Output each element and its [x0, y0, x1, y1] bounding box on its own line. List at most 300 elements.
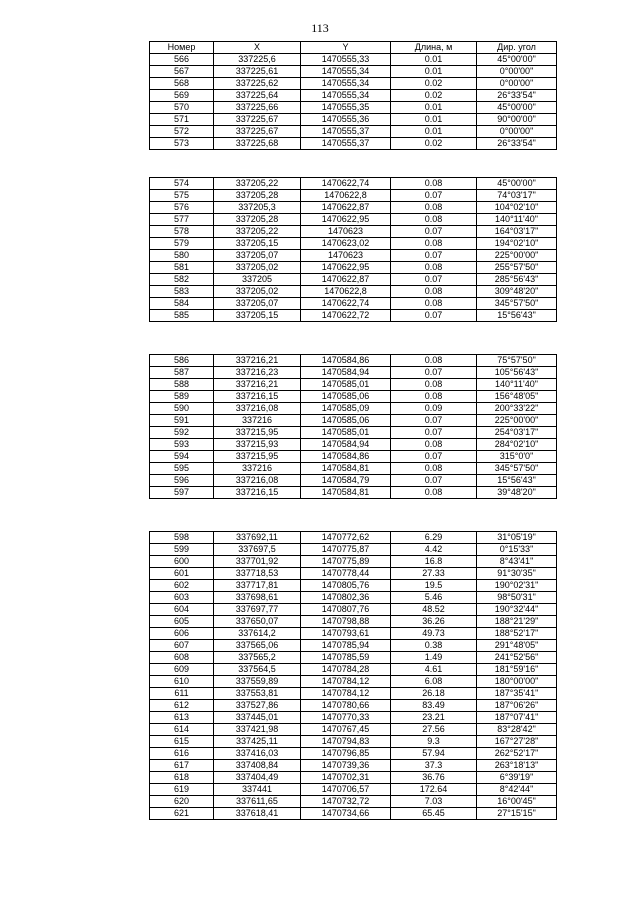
point-number-cell: 583: [150, 286, 214, 298]
y-coordinate-cell: 1470555,37: [301, 138, 391, 150]
point-number-cell: 606: [150, 628, 214, 640]
direction-angle-cell: 187°07'41": [477, 712, 557, 724]
direction-angle-cell: 140°11'40": [477, 214, 557, 226]
length-cell: 0.08: [391, 214, 477, 226]
x-coordinate-cell: 337697,5: [214, 544, 301, 556]
point-number-cell: 595: [150, 463, 214, 475]
table-row: [150, 451, 557, 463]
y-coordinate-cell: 1470584,79: [301, 475, 391, 487]
y-coordinate-cell: 1470770,33: [301, 712, 391, 724]
table-row: [150, 676, 557, 688]
length-cell: 0.08: [391, 262, 477, 274]
y-coordinate-cell: 1470772,62: [301, 532, 391, 544]
table-header-row: [150, 42, 557, 54]
x-coordinate-cell: 337216: [214, 415, 301, 427]
table-row: [150, 796, 557, 808]
y-coordinate-cell: 1470775,87: [301, 544, 391, 556]
y-coordinate-cell: 1470555,34: [301, 78, 391, 90]
length-cell: 27.33: [391, 568, 477, 580]
direction-angle-cell: 45°00'00": [477, 54, 557, 66]
point-number-cell: 567: [150, 66, 214, 78]
direction-angle-cell: 8°42'44": [477, 784, 557, 796]
length-cell: 4.42: [391, 544, 477, 556]
direction-angle-cell: 200°33'22": [477, 403, 557, 415]
direction-angle-cell: 164°03'17": [477, 226, 557, 238]
table-row: [150, 138, 557, 150]
coordinates-table-3: [149, 354, 557, 499]
x-coordinate-cell: 337559,89: [214, 676, 301, 688]
length-cell: 0.07: [391, 367, 477, 379]
point-number-cell: 573: [150, 138, 214, 150]
y-coordinate-cell: 1470796,85: [301, 748, 391, 760]
y-coordinate-cell: 1470780,66: [301, 700, 391, 712]
length-cell: 48.52: [391, 604, 477, 616]
point-number-cell: 612: [150, 700, 214, 712]
table-row: [150, 580, 557, 592]
length-cell: 172.64: [391, 784, 477, 796]
y-coordinate-cell: 1470784,12: [301, 676, 391, 688]
length-cell: 0.01: [391, 102, 477, 114]
direction-angle-cell: 345°57'50": [477, 298, 557, 310]
direction-angle-cell: 75°57'50": [477, 355, 557, 367]
y-coordinate-cell: 1470555,35: [301, 102, 391, 114]
table-row: [150, 102, 557, 114]
table-row: [150, 652, 557, 664]
direction-angle-cell: 345°57'50": [477, 463, 557, 475]
direction-angle-cell: 285°56'43": [477, 274, 557, 286]
point-number-cell: 619: [150, 784, 214, 796]
length-cell: 0.08: [391, 439, 477, 451]
direction-angle-cell: 45°00'00": [477, 178, 557, 190]
x-coordinate-cell: 337216,15: [214, 487, 301, 499]
y-coordinate-cell: 1470622,72: [301, 310, 391, 322]
x-coordinate-cell: 337701,92: [214, 556, 301, 568]
point-number-cell: 589: [150, 391, 214, 403]
y-coordinate-cell: 1470622,87: [301, 274, 391, 286]
y-coordinate-cell: 1470785,59: [301, 652, 391, 664]
x-coordinate-cell: 337445,01: [214, 712, 301, 724]
point-number-cell: 571: [150, 114, 214, 126]
length-cell: 6.29: [391, 532, 477, 544]
x-coordinate-cell: 337225,67: [214, 114, 301, 126]
y-coordinate-cell: 1470584,86: [301, 355, 391, 367]
x-coordinate-cell: 337205,07: [214, 298, 301, 310]
point-number-cell: 611: [150, 688, 214, 700]
point-number-cell: 568: [150, 78, 214, 90]
table-row: [150, 463, 557, 475]
x-coordinate-cell: 337216: [214, 463, 301, 475]
y-coordinate-cell: 1470584,94: [301, 367, 391, 379]
y-coordinate-cell: 1470622,8: [301, 286, 391, 298]
point-number-cell: 600: [150, 556, 214, 568]
y-coordinate-cell: 1470734,66: [301, 808, 391, 820]
x-coordinate-cell: 337225,68: [214, 138, 301, 150]
table-row: [150, 784, 557, 796]
length-cell: 5.46: [391, 592, 477, 604]
table-row: [150, 592, 557, 604]
point-number-cell: 617: [150, 760, 214, 772]
table-row: [150, 724, 557, 736]
table-row: [150, 274, 557, 286]
x-coordinate-cell: 337216,21: [214, 379, 301, 391]
y-coordinate-cell: 1470702,31: [301, 772, 391, 784]
table-row: [150, 556, 557, 568]
y-coordinate-cell: 1470584,94: [301, 439, 391, 451]
table-row: [150, 616, 557, 628]
table-row: [150, 403, 557, 415]
x-coordinate-cell: 337553,81: [214, 688, 301, 700]
point-number-cell: 615: [150, 736, 214, 748]
length-cell: 0.01: [391, 114, 477, 126]
length-cell: 16.8: [391, 556, 477, 568]
length-cell: 0.07: [391, 451, 477, 463]
x-coordinate-cell: 337216,08: [214, 475, 301, 487]
point-number-cell: 608: [150, 652, 214, 664]
point-number-cell: 610: [150, 676, 214, 688]
point-number-cell: 586: [150, 355, 214, 367]
length-cell: 0.08: [391, 202, 477, 214]
x-coordinate-cell: 337408,84: [214, 760, 301, 772]
coordinates-table-4: [149, 531, 557, 820]
length-cell: 0.02: [391, 138, 477, 150]
x-coordinate-cell: 337216,08: [214, 403, 301, 415]
direction-angle-cell: 0°00'00": [477, 126, 557, 138]
table-row: [150, 604, 557, 616]
direction-angle-cell: 104°02'10": [477, 202, 557, 214]
length-cell: 19.5: [391, 580, 477, 592]
y-coordinate-cell: 1470623: [301, 250, 391, 262]
table-row: [150, 310, 557, 322]
x-coordinate-cell: 337698,61: [214, 592, 301, 604]
direction-angle-cell: 156°48'05": [477, 391, 557, 403]
table-row: [150, 250, 557, 262]
direction-angle-cell: 225°00'00": [477, 250, 557, 262]
direction-angle-cell: 225°00'00": [477, 415, 557, 427]
length-cell: 36.76: [391, 772, 477, 784]
column-header: Длина, м: [391, 42, 477, 54]
length-cell: 0.07: [391, 415, 477, 427]
table-row: [150, 628, 557, 640]
length-cell: 0.01: [391, 66, 477, 78]
point-number-cell: 618: [150, 772, 214, 784]
direction-angle-cell: 263°18'13": [477, 760, 557, 772]
table-row: [150, 214, 557, 226]
y-coordinate-cell: 1470585,01: [301, 379, 391, 391]
x-coordinate-cell: 337225,66: [214, 102, 301, 114]
point-number-cell: 582: [150, 274, 214, 286]
point-number-cell: 607: [150, 640, 214, 652]
y-coordinate-cell: 1470585,01: [301, 427, 391, 439]
direction-angle-cell: 255°57'50": [477, 262, 557, 274]
point-number-cell: 578: [150, 226, 214, 238]
direction-angle-cell: 90°00'00": [477, 114, 557, 126]
table-row: [150, 544, 557, 556]
length-cell: 4.61: [391, 664, 477, 676]
x-coordinate-cell: 337215,93: [214, 439, 301, 451]
x-coordinate-cell: 337216,21: [214, 355, 301, 367]
table-row: [150, 190, 557, 202]
length-cell: 0.01: [391, 126, 477, 138]
table-row: [150, 760, 557, 772]
length-cell: 0.02: [391, 78, 477, 90]
table-row: [150, 126, 557, 138]
coordinates-table-1: [149, 41, 557, 150]
point-number-cell: 581: [150, 262, 214, 274]
direction-angle-cell: 180°00'00": [477, 676, 557, 688]
length-cell: 9.3: [391, 736, 477, 748]
table-row: [150, 532, 557, 544]
length-cell: 1.49: [391, 652, 477, 664]
table-row: [150, 712, 557, 724]
point-number-cell: 597: [150, 487, 214, 499]
y-coordinate-cell: 1470622,87: [301, 202, 391, 214]
length-cell: 0.08: [391, 298, 477, 310]
table-row: [150, 736, 557, 748]
table-row: [150, 78, 557, 90]
point-number-cell: 614: [150, 724, 214, 736]
direction-angle-cell: 140°11'40": [477, 379, 557, 391]
table-row: [150, 262, 557, 274]
point-number-cell: 584: [150, 298, 214, 310]
point-number-cell: 590: [150, 403, 214, 415]
x-coordinate-cell: 337225,6: [214, 54, 301, 66]
direction-angle-cell: 16°00'45": [477, 796, 557, 808]
length-cell: 0.08: [391, 487, 477, 499]
x-coordinate-cell: 337527,86: [214, 700, 301, 712]
x-coordinate-cell: 337416,03: [214, 748, 301, 760]
point-number-cell: 605: [150, 616, 214, 628]
x-coordinate-cell: 337441: [214, 784, 301, 796]
length-cell: 0.01: [391, 54, 477, 66]
direction-angle-cell: 15°56'43": [477, 475, 557, 487]
y-coordinate-cell: 1470584,86: [301, 451, 391, 463]
point-number-cell: 570: [150, 102, 214, 114]
table-row: [150, 568, 557, 580]
point-number-cell: 588: [150, 379, 214, 391]
table-row: [150, 238, 557, 250]
y-coordinate-cell: 1470798,88: [301, 616, 391, 628]
table-row: [150, 475, 557, 487]
length-cell: 27.56: [391, 724, 477, 736]
x-coordinate-cell: 337205: [214, 274, 301, 286]
y-coordinate-cell: 1470784,28: [301, 664, 391, 676]
table-row: [150, 226, 557, 238]
y-coordinate-cell: 1470778,44: [301, 568, 391, 580]
x-coordinate-cell: 337565,2: [214, 652, 301, 664]
table-row: [150, 808, 557, 820]
direction-angle-cell: 190°32'44": [477, 604, 557, 616]
direction-angle-cell: 188°21'29": [477, 616, 557, 628]
length-cell: 7.03: [391, 796, 477, 808]
x-coordinate-cell: 337216,23: [214, 367, 301, 379]
table-row: [150, 640, 557, 652]
direction-angle-cell: 6°39'19": [477, 772, 557, 784]
direction-angle-cell: 27°15'15": [477, 808, 557, 820]
length-cell: 0.09: [391, 403, 477, 415]
point-number-cell: 579: [150, 238, 214, 250]
page-number: 113: [311, 21, 329, 35]
x-coordinate-cell: 337565,06: [214, 640, 301, 652]
y-coordinate-cell: 1470805,76: [301, 580, 391, 592]
table-row: [150, 114, 557, 126]
x-coordinate-cell: 337717,81: [214, 580, 301, 592]
point-number-cell: 577: [150, 214, 214, 226]
y-coordinate-cell: 1470802,36: [301, 592, 391, 604]
point-number-cell: 575: [150, 190, 214, 202]
x-coordinate-cell: 337225,64: [214, 90, 301, 102]
x-coordinate-cell: 337215,95: [214, 427, 301, 439]
table-row: [150, 664, 557, 676]
length-cell: 0.08: [391, 379, 477, 391]
table-row: [150, 379, 557, 391]
length-cell: 65.45: [391, 808, 477, 820]
direction-angle-cell: 8°43'41": [477, 556, 557, 568]
direction-angle-cell: 45°00'00": [477, 102, 557, 114]
y-coordinate-cell: 1470622,74: [301, 178, 391, 190]
length-cell: 0.08: [391, 238, 477, 250]
direction-angle-cell: 187°35'41": [477, 688, 557, 700]
direction-angle-cell: 254°03'17": [477, 427, 557, 439]
table-row: [150, 415, 557, 427]
point-number-cell: 603: [150, 592, 214, 604]
y-coordinate-cell: 1470794,83: [301, 736, 391, 748]
y-coordinate-cell: 1470622,95: [301, 262, 391, 274]
point-number-cell: 574: [150, 178, 214, 190]
length-cell: 0.08: [391, 355, 477, 367]
table-row: [150, 355, 557, 367]
x-coordinate-cell: 337215,95: [214, 451, 301, 463]
direction-angle-cell: 188°52'17": [477, 628, 557, 640]
x-coordinate-cell: 337205,15: [214, 310, 301, 322]
direction-angle-cell: 98°50'31": [477, 592, 557, 604]
point-number-cell: 620: [150, 796, 214, 808]
x-coordinate-cell: 337614,2: [214, 628, 301, 640]
x-coordinate-cell: 337225,62: [214, 78, 301, 90]
x-coordinate-cell: 337216,15: [214, 391, 301, 403]
point-number-cell: 596: [150, 475, 214, 487]
length-cell: 0.08: [391, 178, 477, 190]
x-coordinate-cell: 337421,98: [214, 724, 301, 736]
direction-angle-cell: 39°48'20": [477, 487, 557, 499]
y-coordinate-cell: 1470584,81: [301, 463, 391, 475]
point-number-cell: 602: [150, 580, 214, 592]
point-number-cell: 601: [150, 568, 214, 580]
table-row: [150, 54, 557, 66]
y-coordinate-cell: 1470732,72: [301, 796, 391, 808]
y-coordinate-cell: 1470793,61: [301, 628, 391, 640]
table-row: [150, 688, 557, 700]
y-coordinate-cell: 1470555,34: [301, 90, 391, 102]
direction-angle-cell: 0°00'00": [477, 78, 557, 90]
point-number-cell: 585: [150, 310, 214, 322]
y-coordinate-cell: 1470585,06: [301, 415, 391, 427]
point-number-cell: 593: [150, 439, 214, 451]
direction-angle-cell: 74°03'17": [477, 190, 557, 202]
direction-angle-cell: 26°33'54": [477, 138, 557, 150]
direction-angle-cell: 31°05'19": [477, 532, 557, 544]
direction-angle-cell: 181°59'16": [477, 664, 557, 676]
y-coordinate-cell: 1470622,8: [301, 190, 391, 202]
direction-angle-cell: 309°48'20": [477, 286, 557, 298]
y-coordinate-cell: 1470622,95: [301, 214, 391, 226]
length-cell: 0.07: [391, 475, 477, 487]
y-coordinate-cell: 1470622,74: [301, 298, 391, 310]
length-cell: 0.08: [391, 391, 477, 403]
length-cell: 23.21: [391, 712, 477, 724]
direction-angle-cell: 0°15'33": [477, 544, 557, 556]
length-cell: 36.26: [391, 616, 477, 628]
x-coordinate-cell: 337205,22: [214, 226, 301, 238]
table-row: [150, 391, 557, 403]
y-coordinate-cell: 1470623,02: [301, 238, 391, 250]
point-number-cell: 572: [150, 126, 214, 138]
direction-angle-cell: 262°52'17": [477, 748, 557, 760]
direction-angle-cell: 0°00'00": [477, 66, 557, 78]
point-number-cell: 594: [150, 451, 214, 463]
x-coordinate-cell: 337205,22: [214, 178, 301, 190]
point-number-cell: 576: [150, 202, 214, 214]
x-coordinate-cell: 337564,5: [214, 664, 301, 676]
direction-angle-cell: 187°06'26": [477, 700, 557, 712]
y-coordinate-cell: 1470785,94: [301, 640, 391, 652]
point-number-cell: 587: [150, 367, 214, 379]
point-number-cell: 613: [150, 712, 214, 724]
length-cell: 0.07: [391, 250, 477, 262]
table-row: [150, 439, 557, 451]
table-row: [150, 367, 557, 379]
x-coordinate-cell: 337205,07: [214, 250, 301, 262]
y-coordinate-cell: 1470807,76: [301, 604, 391, 616]
direction-angle-cell: 194°02'10": [477, 238, 557, 250]
x-coordinate-cell: 337718,53: [214, 568, 301, 580]
point-number-cell: 609: [150, 664, 214, 676]
point-number-cell: 599: [150, 544, 214, 556]
table-row: [150, 178, 557, 190]
y-coordinate-cell: 1470623: [301, 226, 391, 238]
direction-angle-cell: 91°30'35": [477, 568, 557, 580]
length-cell: 6.08: [391, 676, 477, 688]
point-number-cell: 566: [150, 54, 214, 66]
y-coordinate-cell: 1470555,37: [301, 126, 391, 138]
x-coordinate-cell: 337618,41: [214, 808, 301, 820]
x-coordinate-cell: 337205,15: [214, 238, 301, 250]
point-number-cell: 580: [150, 250, 214, 262]
table-row: [150, 427, 557, 439]
table-row: [150, 700, 557, 712]
table-row: [150, 286, 557, 298]
y-coordinate-cell: 1470584,81: [301, 487, 391, 499]
direction-angle-cell: 167°27'28": [477, 736, 557, 748]
coordinates-table-2: [149, 177, 557, 322]
column-header: Дир. угол: [477, 42, 557, 54]
y-coordinate-cell: 1470767,45: [301, 724, 391, 736]
length-cell: 0.02: [391, 90, 477, 102]
direction-angle-cell: 315°0'0": [477, 451, 557, 463]
x-coordinate-cell: 337225,61: [214, 66, 301, 78]
direction-angle-cell: 26°33'54": [477, 90, 557, 102]
point-number-cell: 598: [150, 532, 214, 544]
x-coordinate-cell: 337404,49: [214, 772, 301, 784]
length-cell: 0.07: [391, 274, 477, 286]
length-cell: 57.94: [391, 748, 477, 760]
x-coordinate-cell: 337697,77: [214, 604, 301, 616]
y-coordinate-cell: 1470585,09: [301, 403, 391, 415]
length-cell: 0.07: [391, 427, 477, 439]
table-row: [150, 66, 557, 78]
length-cell: 26.18: [391, 688, 477, 700]
x-coordinate-cell: 337205,02: [214, 262, 301, 274]
length-cell: 49.73: [391, 628, 477, 640]
